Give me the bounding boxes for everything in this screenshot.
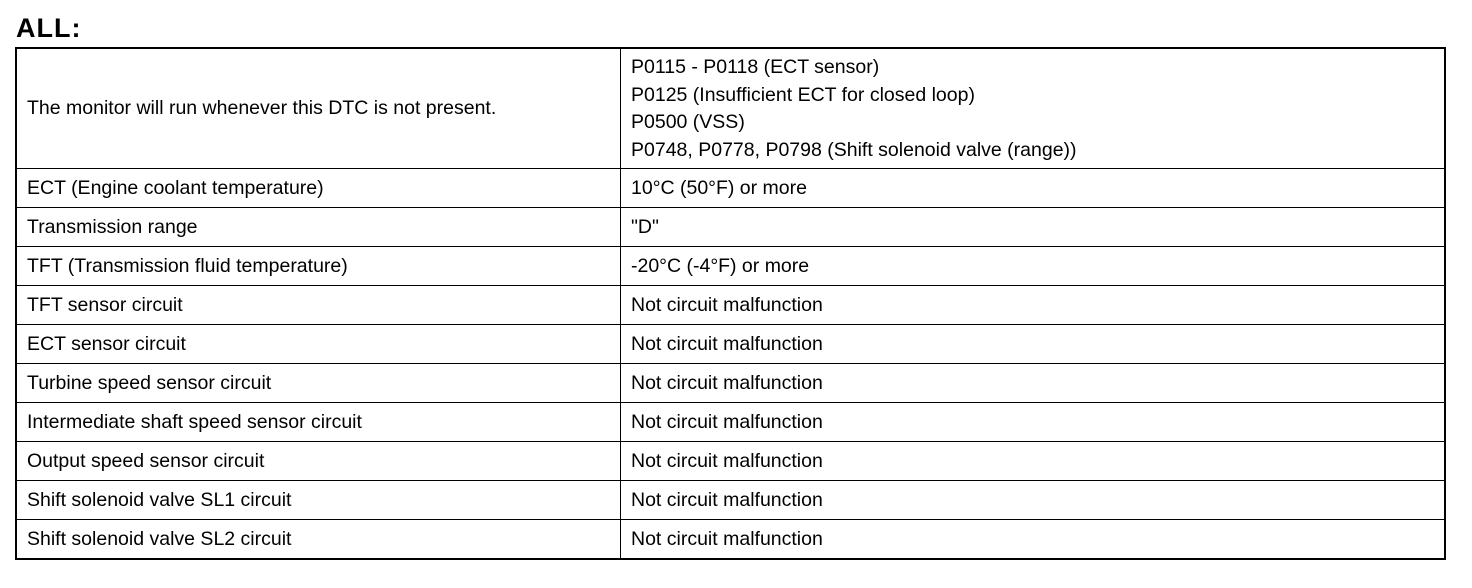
table-row bbox=[16, 169, 1445, 208]
table-row bbox=[16, 247, 1445, 286]
condition-value: 10°C (50°F) or more bbox=[621, 169, 1446, 208]
condition-value: Not circuit malfunction bbox=[621, 481, 1446, 520]
condition-label: TFT (Transmission fluid temperature) bbox=[16, 247, 621, 286]
condition-value: Not circuit malfunction bbox=[621, 403, 1446, 442]
table-row bbox=[16, 48, 1445, 169]
condition-value: -20°C (-4°F) or more bbox=[621, 247, 1446, 286]
table-row bbox=[16, 364, 1445, 403]
condition-value-list bbox=[621, 48, 1446, 169]
condition-label: Shift solenoid valve SL2 circuit bbox=[16, 520, 621, 560]
dtc-item: P0115 - P0118 (ECT sensor) bbox=[631, 56, 880, 78]
table-row bbox=[16, 442, 1445, 481]
condition-label: Turbine speed sensor circuit bbox=[16, 364, 621, 403]
dtc-item: P0125 (Insufficient ECT for closed loop) bbox=[631, 83, 975, 106]
condition-value: Not circuit malfunction bbox=[621, 325, 1446, 364]
table-row bbox=[16, 403, 1445, 442]
condition-value: Not circuit malfunction bbox=[621, 442, 1446, 481]
section-heading: ALL: bbox=[16, 13, 82, 43]
table-row bbox=[16, 520, 1445, 560]
condition-label: The monitor will run whenever this DTC is not present. bbox=[16, 48, 621, 169]
condition-value: Not circuit malfunction bbox=[621, 520, 1446, 560]
condition-value: Not circuit malfunction bbox=[621, 364, 1446, 403]
table-row bbox=[16, 286, 1445, 325]
monitor-conditions-table bbox=[15, 47, 1446, 560]
condition-label: Transmission range bbox=[16, 208, 621, 247]
table-row bbox=[16, 208, 1445, 247]
condition-value: "D" bbox=[621, 208, 1446, 247]
table-row bbox=[16, 481, 1445, 520]
condition-label: ECT sensor circuit bbox=[16, 325, 621, 364]
dtc-item: P0500 (VSS) bbox=[631, 111, 745, 133]
condition-label: Shift solenoid valve SL1 circuit bbox=[16, 481, 621, 520]
condition-label: ECT (Engine coolant temperature) bbox=[16, 169, 621, 208]
dtc-item: P0748, P0778, P0798 (Shift solenoid valve (range)) bbox=[631, 138, 1077, 161]
condition-label: Intermediate shaft speed sensor circuit bbox=[16, 403, 621, 442]
condition-label: TFT sensor circuit bbox=[16, 286, 621, 325]
table-row bbox=[16, 325, 1445, 364]
condition-label: Output speed sensor circuit bbox=[16, 442, 621, 481]
condition-value: Not circuit malfunction bbox=[621, 286, 1446, 325]
